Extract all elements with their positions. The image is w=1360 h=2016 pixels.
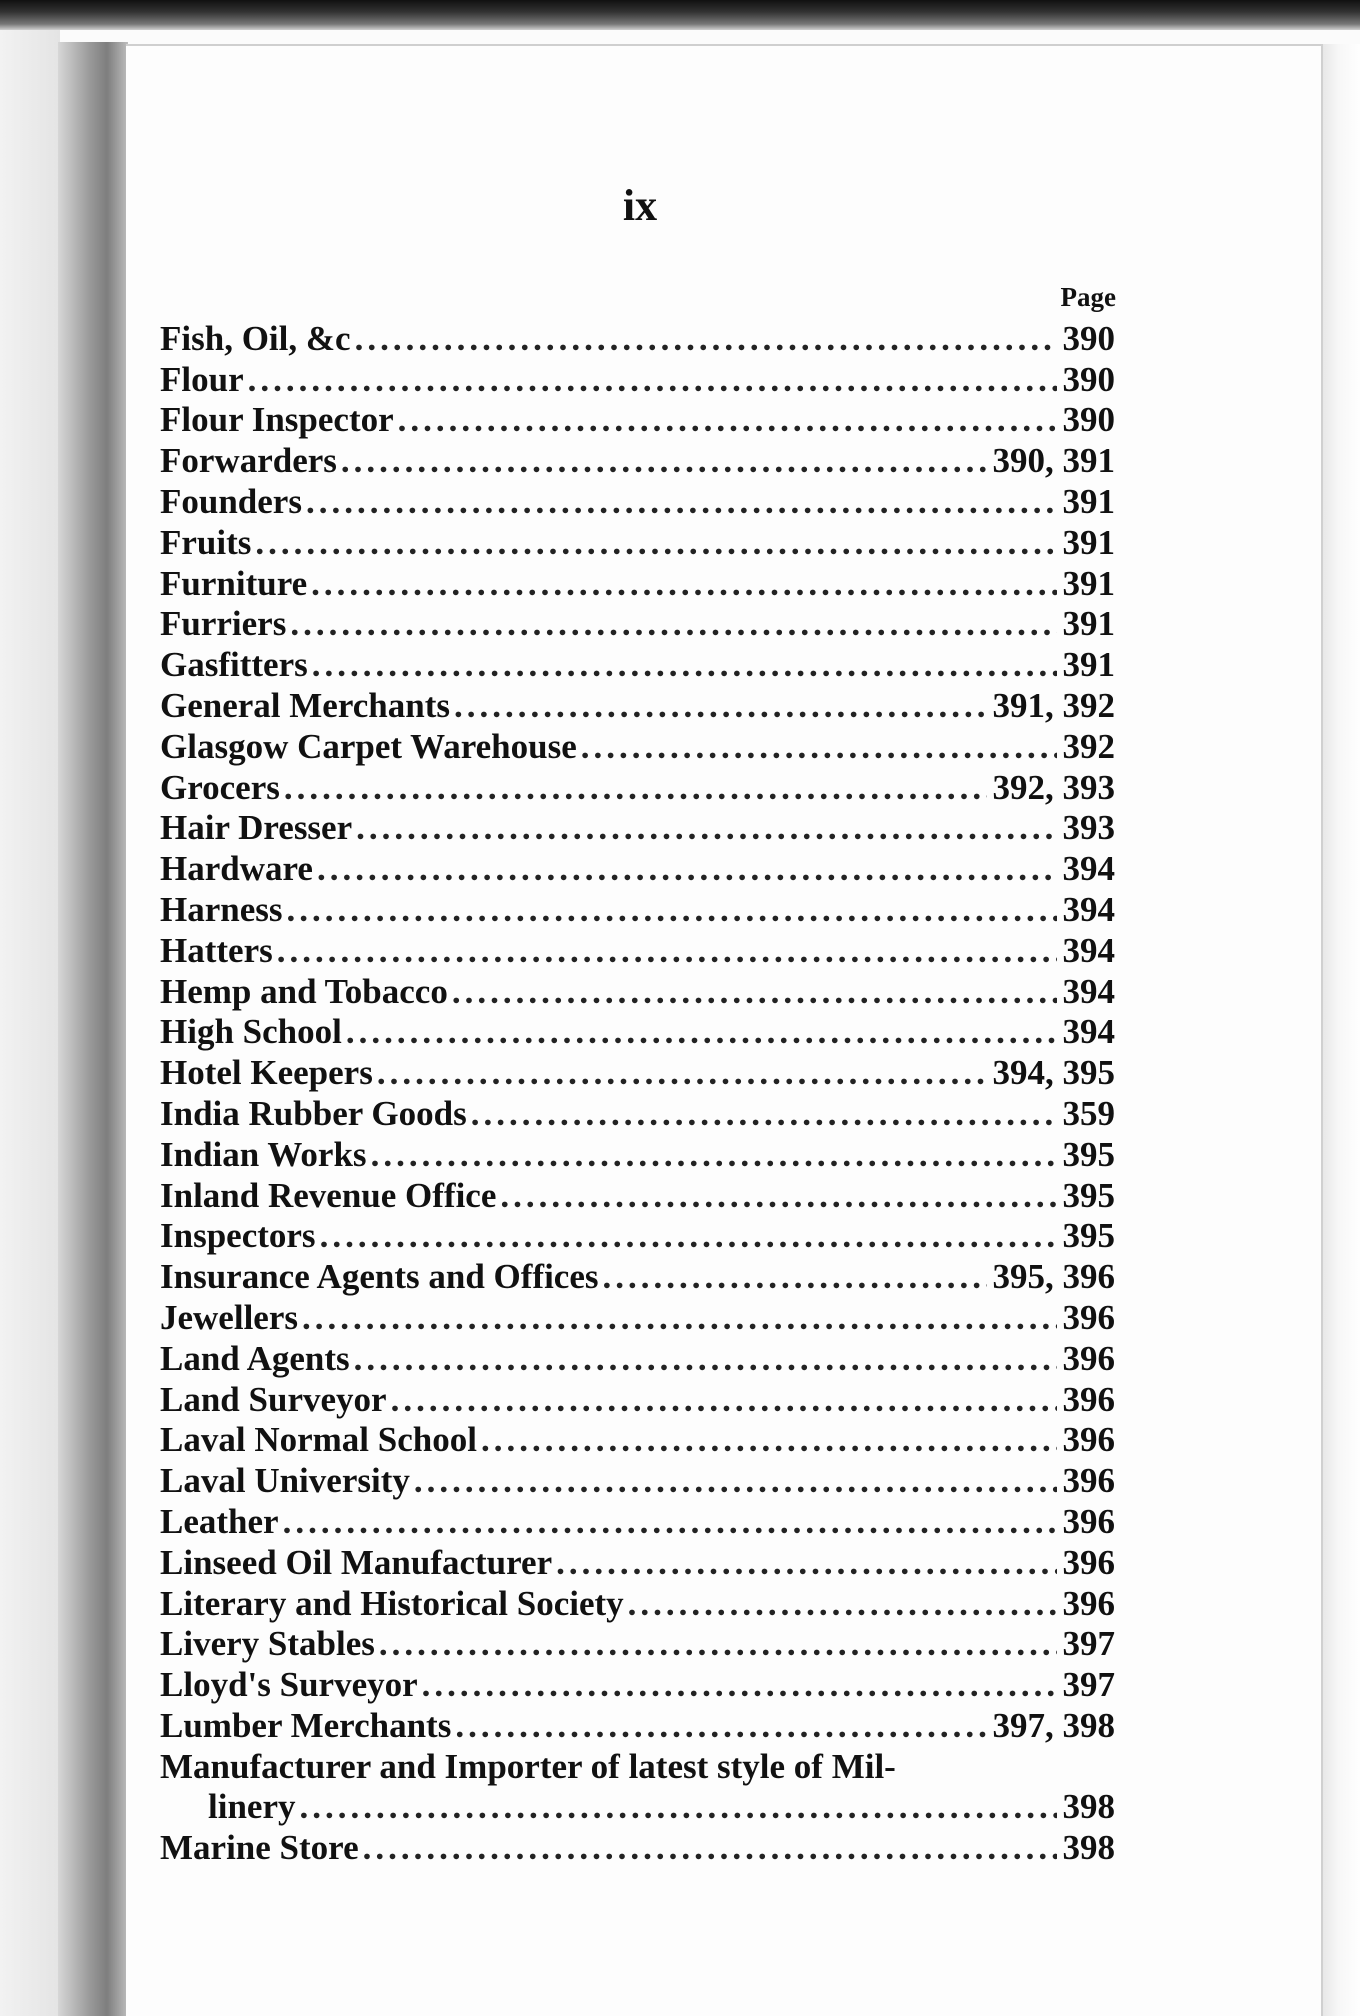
dot-leader [298, 1298, 1057, 1338]
dot-leader [286, 604, 1056, 644]
dot-leader [316, 1216, 1057, 1256]
entry-pages: 391 [1062, 481, 1115, 521]
entry-label: Linseed Oil Manufacturer [160, 1542, 553, 1582]
index-entry [160, 1012, 1115, 1053]
dot-leader [244, 360, 1057, 400]
entry-label: Insurance Agents and Offices [160, 1257, 599, 1297]
dot-leader [352, 808, 1056, 848]
entry-label: Furniture [160, 563, 308, 603]
entry-label: Jewellers [160, 1297, 298, 1337]
dot-leader [308, 645, 1057, 685]
index-entry [160, 440, 1115, 481]
index-entry [160, 1827, 1115, 1868]
entry-pages: 394 [1062, 971, 1115, 1011]
entry-label: Livery Stables [160, 1624, 375, 1664]
entry-pages: 396 [1062, 1501, 1115, 1541]
entry-label: Inland Revenue Office [160, 1175, 497, 1215]
index-entry [160, 889, 1115, 930]
dot-leader [313, 849, 1057, 889]
index-entry [160, 400, 1115, 441]
page-column-header: Page [1060, 282, 1116, 312]
index-entry [160, 604, 1115, 645]
entry-pages: 394 [1062, 889, 1115, 929]
dot-leader [552, 1543, 1056, 1583]
entry-pages: 393 [1062, 808, 1115, 848]
dot-leader [577, 727, 1057, 767]
index-entry [160, 726, 1115, 767]
entry-pages: 395, 396 [992, 1257, 1115, 1297]
dot-leader [295, 1787, 1056, 1827]
dot-leader [624, 1584, 1057, 1624]
entry-pages: 396 [1062, 1338, 1115, 1378]
entry-label: Laval Normal School [160, 1420, 477, 1460]
top-shadow [0, 0, 1360, 30]
entry-pages: 395 [1062, 1216, 1115, 1256]
entry-pages: 391 [1062, 522, 1115, 562]
dot-leader [307, 564, 1056, 604]
index-list [160, 318, 1115, 1868]
index-entry-continuation [160, 1787, 1115, 1828]
entry-pages: 396 [1062, 1297, 1115, 1337]
entry-pages: 396 [1062, 1542, 1115, 1582]
dot-leader [337, 441, 987, 481]
entry-pages: 398 [1062, 1787, 1115, 1827]
index-entry [160, 1542, 1115, 1583]
entry-pages: 392, 393 [992, 767, 1115, 807]
index-entry [160, 1379, 1115, 1420]
dot-leader [342, 1012, 1057, 1052]
index-entry [160, 644, 1115, 685]
entry-pages: 397, 398 [992, 1705, 1115, 1745]
index-entry [160, 1175, 1115, 1216]
index-entry [160, 848, 1115, 889]
entry-label: Indian Works [160, 1134, 367, 1174]
entry-label: Hardware [160, 849, 313, 889]
dot-leader [599, 1257, 987, 1297]
index-entry [160, 1664, 1115, 1705]
entry-label: Harness [160, 889, 283, 929]
index-entry [160, 1134, 1115, 1175]
entry-label: Founders [160, 481, 302, 521]
entry-label: Furriers [160, 604, 287, 644]
dot-leader [450, 686, 987, 726]
dot-leader [279, 1502, 1057, 1542]
entry-label: Lloyd's Surveyor [160, 1665, 418, 1705]
entry-pages: 396 [1062, 1420, 1115, 1460]
page-number: ix [622, 181, 658, 230]
entry-label: Laval University [160, 1461, 410, 1501]
entry-label: Flour [160, 359, 244, 399]
entry-label: Lumber Merchants [160, 1705, 452, 1745]
entry-label: linery [208, 1787, 296, 1827]
dot-leader [448, 972, 1057, 1012]
index-entry [160, 930, 1115, 971]
index-entry [160, 808, 1115, 849]
index-entry [160, 1501, 1115, 1542]
entry-pages: 390 [1062, 359, 1115, 399]
dot-leader [373, 1053, 987, 1093]
entry-label: Marine Store [160, 1828, 359, 1868]
index-entry [160, 1216, 1115, 1257]
entry-label: Fruits [160, 522, 252, 562]
entry-label: Hair Dresser [160, 808, 353, 848]
facing-page-edge [0, 30, 60, 2016]
dot-leader [477, 1420, 1057, 1460]
index-entry [160, 1705, 1115, 1746]
entry-pages: 390 [1062, 318, 1115, 358]
index-entry [160, 318, 1115, 359]
index-entry [160, 1583, 1115, 1624]
entry-label: Glasgow Carpet Warehouse [160, 726, 577, 766]
entry-label: Grocers [160, 767, 280, 807]
entry-label: Hemp and Tobacco [160, 971, 448, 1011]
dot-leader [280, 768, 987, 808]
entry-label: Leather [160, 1501, 279, 1541]
index-entry [160, 767, 1115, 808]
index-entry [160, 1746, 1115, 1787]
entry-pages: 396 [1062, 1379, 1115, 1419]
index-entry [160, 359, 1115, 400]
dot-leader [251, 523, 1056, 563]
dot-leader [394, 400, 1057, 440]
dot-leader [467, 1094, 1057, 1134]
entry-pages: 359 [1062, 1093, 1115, 1133]
entry-pages: 390, 391 [992, 441, 1115, 481]
page-edge [1321, 44, 1360, 2016]
entry-label: Hotel Keepers [160, 1053, 373, 1093]
dot-leader [410, 1461, 1057, 1501]
index-entry [160, 1256, 1115, 1297]
entry-pages: 396 [1062, 1461, 1115, 1501]
dot-leader [350, 1339, 1057, 1379]
entry-pages: 397 [1062, 1665, 1115, 1705]
index-entry [160, 971, 1115, 1012]
entry-pages: 396 [1062, 1583, 1115, 1623]
entry-label: Inspectors [160, 1216, 316, 1256]
entry-pages: 392 [1062, 726, 1115, 766]
entry-label: High School [160, 1012, 342, 1052]
index-entry [160, 481, 1115, 522]
index-entry [160, 1297, 1115, 1338]
entry-pages: 394, 395 [992, 1053, 1115, 1093]
entry-label: Land Surveyor [160, 1379, 387, 1419]
entry-label: General Merchants [160, 685, 450, 725]
entry-label: India Rubber Goods [160, 1093, 467, 1133]
entry-pages: 391 [1062, 604, 1115, 644]
dot-leader [418, 1665, 1057, 1705]
index-entry [160, 1460, 1115, 1501]
entry-pages: 391 [1062, 645, 1115, 685]
entry-label: Literary and Historical Society [160, 1583, 624, 1623]
index-entry [160, 522, 1115, 563]
entry-pages: 391, 392 [992, 685, 1115, 725]
dot-leader [351, 319, 1057, 359]
dot-leader [359, 1828, 1057, 1868]
entry-label: Land Agents [160, 1338, 350, 1378]
dot-leader [302, 482, 1057, 522]
dot-leader [451, 1706, 986, 1746]
entry-label: Fish, Oil, &c [160, 318, 351, 358]
index-entry [160, 1624, 1115, 1665]
entry-pages: 397 [1062, 1624, 1115, 1664]
index-entry [160, 1052, 1115, 1093]
dot-leader [367, 1135, 1057, 1175]
entry-pages: 394 [1062, 930, 1115, 970]
entry-pages: 391 [1062, 563, 1115, 603]
entry-label: Flour Inspector [160, 400, 394, 440]
dot-leader [273, 931, 1057, 971]
entry-pages: 398 [1062, 1828, 1115, 1868]
index-entry [160, 1420, 1115, 1461]
entry-pages: 390 [1062, 400, 1115, 440]
index-entry [160, 1338, 1115, 1379]
dot-leader [283, 890, 1057, 930]
entry-pages: 394 [1062, 849, 1115, 889]
entry-pages: 395 [1062, 1175, 1115, 1215]
dot-leader [387, 1380, 1057, 1420]
dot-leader [496, 1176, 1056, 1216]
entry-label: Hatters [160, 930, 273, 970]
dot-leader [375, 1624, 1057, 1664]
entry-pages: 395 [1062, 1134, 1115, 1174]
index-entry [160, 563, 1115, 604]
entry-pages: 394 [1062, 1012, 1115, 1052]
entry-label: Manufacturer and Importer of latest style of Mil- [160, 1746, 896, 1786]
index-entry [160, 1093, 1115, 1134]
book-gutter [58, 42, 128, 2016]
index-entry [160, 685, 1115, 726]
entry-label: Gasfitters [160, 645, 308, 685]
entry-label: Forwarders [160, 441, 337, 481]
